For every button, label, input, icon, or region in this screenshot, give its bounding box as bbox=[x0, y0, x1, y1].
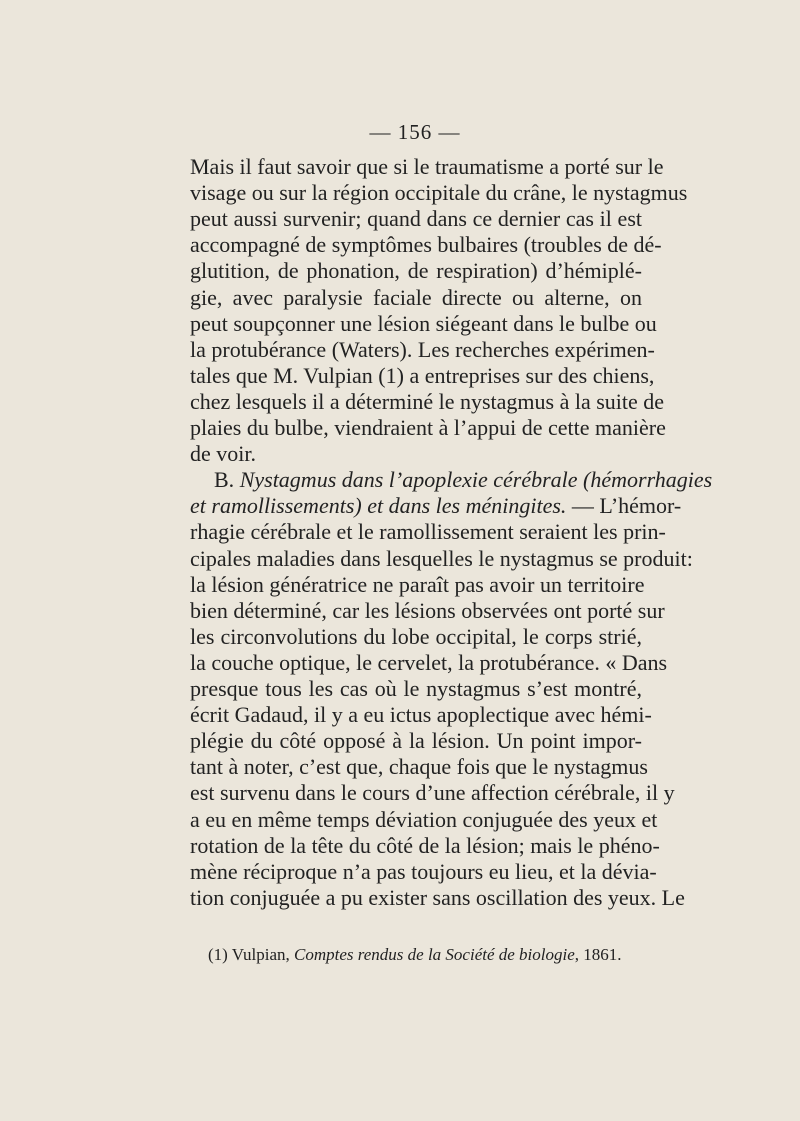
page-number: — 156 — bbox=[369, 120, 461, 144]
text-line: bien déterminé, car les lésions observées ont porté sur bbox=[190, 597, 665, 623]
text-line: les circonvolutions du lobe occipital, le corps strié, bbox=[190, 623, 642, 649]
section-heading-line bbox=[190, 493, 682, 519]
text-line: gie, avec paralysie faciale directe ou alterne, on bbox=[190, 284, 642, 310]
text-line: Mais il faut savoir que si le traumatisme a porté sur le bbox=[190, 154, 664, 179]
text-line: accompagné de symptômes bulbaires (troubles de dé- bbox=[190, 232, 662, 258]
text-line: glutition, de phonation, de respiration) d’hémiplé- bbox=[190, 258, 642, 284]
text-line: a eu en même temps déviation conjuguée des yeux et bbox=[190, 806, 658, 832]
text-line: tant à noter, c’est que, chaque fois que le nystagmus bbox=[190, 754, 648, 780]
text-line: tion conjuguée a pu exister sans oscillation des yeux. Le bbox=[190, 884, 685, 910]
text-line: cipales maladies dans lesquelles le nystagmus se produit: bbox=[190, 545, 693, 571]
text-line: peut aussi survenir; quand dans ce dernier cas il est bbox=[190, 206, 642, 232]
text-line: est survenu dans le cours d’une affection cérébrale, il y bbox=[190, 780, 675, 806]
text-line: de voir. bbox=[190, 441, 256, 467]
text-line: la protubérance (Waters). Les recherches expérimen- bbox=[190, 336, 655, 362]
text-line: peut soupçonner une lésion siégeant dans le bulbe ou bbox=[190, 310, 657, 336]
section-title: Nystagmus dans l’apoplexie cérébrale (hémorrhagies bbox=[239, 467, 713, 493]
footnote bbox=[208, 944, 628, 966]
section-title-cont: et ramollissements) et dans les méningites. bbox=[190, 493, 567, 519]
text-line: mène réciproque n’a pas toujours eu lieu, et la dévia- bbox=[190, 858, 657, 884]
text-line: presque tous les cas où le nystagmus s’est montré, bbox=[190, 676, 642, 701]
footnote-prefix: (1) Vulpian, bbox=[208, 945, 295, 964]
text-line: chez lesquels il a déterminé le nystagmus à la suite de bbox=[190, 388, 665, 414]
section-letter: B. bbox=[214, 467, 235, 493]
text-line: plégie du côté opposé à la lésion. Un point impor- bbox=[190, 728, 642, 754]
text-line: plaies du bulbe, viendraient à l’appui de cette manière bbox=[190, 415, 666, 440]
text-line: écrit Gadaud, il y a eu ictus apoplectique avec hémi- bbox=[190, 702, 652, 728]
text-line: visage ou sur la région occipitale du crâne, le nystagmus bbox=[190, 180, 688, 206]
footnote-title: Comptes rendus de la Société de biologie bbox=[294, 945, 575, 964]
text-line: la lésion génératrice ne paraît pas avoir un territoire bbox=[190, 571, 645, 597]
text-line: tales que M. Vulpian (1) a entreprises sur des chiens, bbox=[190, 362, 655, 388]
section-text-start: — L’hémor- bbox=[566, 493, 682, 519]
footnote-suffix: , 1861. bbox=[574, 945, 622, 964]
section-heading-line bbox=[214, 467, 713, 493]
text-line: la couche optique, le cervelet, la protubérance. « Dans bbox=[190, 649, 668, 675]
text-line: rhagie cérébrale et le ramollissement seraient les prin- bbox=[190, 519, 666, 545]
text-line: rotation de la tête du côté de la lésion; mais le phéno- bbox=[190, 832, 660, 858]
